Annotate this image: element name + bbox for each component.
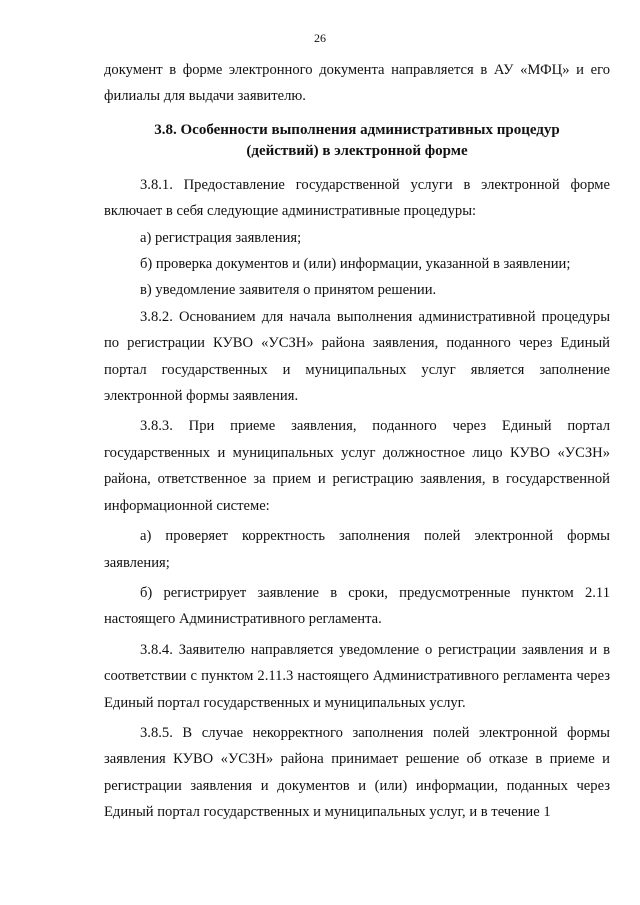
document-body	[104, 57, 610, 826]
paragraph-3-8-4: 3.8.4. Заявителю направляется уведомление о регистрации заявления и в соответствии с пунктом 2.11.3 настоящего Административного регламента через Единый портал государственных и муниципальных услуг.	[104, 641, 610, 711]
paragraph-3-8-3: 3.8.3. При приеме заявления, поданного через Единый портал государственных и муниципальных услуг должностное лицо КУВО «УСЗН» района, ответственное за прием и регистрацию заявления, в государственной информационной системе:	[104, 418, 610, 514]
list-item-a: а) регистрация заявления;	[140, 229, 302, 246]
paragraph-3-8-5: 3.8.5. В случае некорректного заполнения полей электронной формы заявления КУВО «УСЗН» района принимает решение об отказе в приеме и регистрации заявления и документов и (или) информации, поданных через Единый портал государственных и муниципальных услуг, и в течение 1	[104, 724, 610, 821]
section-heading-line-2: (действий) в электронной форме	[246, 142, 468, 159]
list-item-b: б) проверка документов и (или) информации, указанной в заявлении;	[140, 256, 571, 273]
paragraph-3-8-1: 3.8.1. Предоставление государственной услуги в электронной форме включает в себя следующие административные процедуры:	[104, 176, 610, 220]
list-item-check: а) проверяет корректность заполнения полей электронной формы заявления;	[104, 528, 610, 571]
list-item-register: б) регистрирует заявление в сроки, предусмотренные пунктом 2.11 настоящего Административного регламента.	[104, 584, 610, 628]
section-heading-line-1: 3.8. Особенности выполнения административных процедур	[154, 121, 560, 138]
page-number: 26	[314, 31, 326, 45]
section-heading	[104, 120, 610, 162]
paragraph-3-8-2: 3.8.2. Основанием для начала выполнения административной процедуры по регистрации КУВО «УСЗН» района заявления, поданного через Единый портал государственных и муниципальных услуг является заполнение электронной формы заявления.	[104, 308, 610, 405]
continuation-paragraph: документ в форме электронного документа направляется в АУ «МФЦ» и его филиалы для выдачи заявителю.	[104, 62, 610, 105]
list-item-c: в) уведомление заявителя о принятом решении.	[140, 282, 437, 299]
